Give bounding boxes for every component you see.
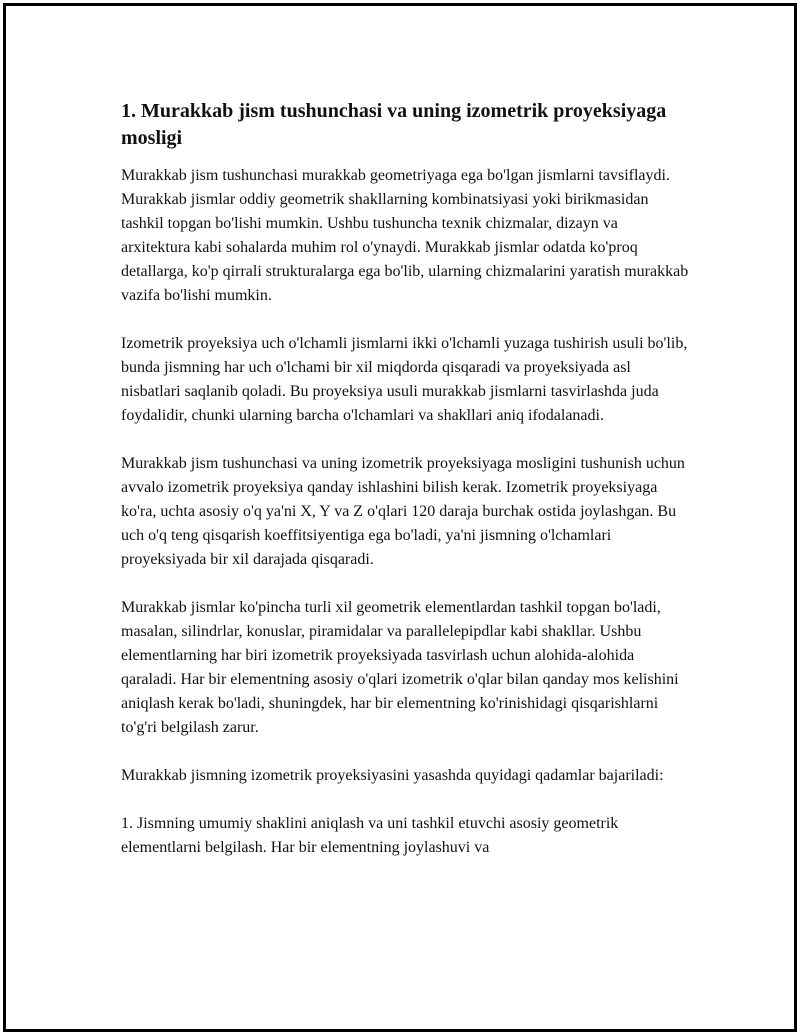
section-title: 1. Murakkab jism tushunchasi va uning izometrik proyeksiyaga mosligi bbox=[121, 100, 667, 149]
paragraph-isometric-projection: Izometrik proyeksiya uch o'lchamli jismlarni ikki o'lchamli yuzaga tushirish usuli bo'lib, bunda jismning har uch o'lchami bir xil miqdorda qisqaradi va proyeksiyada asl nisbatlari saqlanib qoladi. Bu proyeksiya usuli murakkab jismlarni tasvirlashda juda foydalidir, chunki ularning barcha o'lchamlari va shakllari aniq ifodalanadi. bbox=[121, 335, 688, 424]
paragraph-complex-body-concept: Murakkab jism tushunchasi murakkab geometriyaga ega bo'lgan jismlarni tavsiflaydi. Murakkab jismlar oddiy geometrik shakllarning kombinatsiyasi yoki birikmasidan tashkil topgan bo'lishi mumkin. Ushbu tushuncha texnik chizmalar, dizayn va arxitektura kabi sohalarda muhim rol o'ynaydi. Murakkab jismlar odatda ko'proq detallarga, ko'p qirrali strukturalarga ega bo'lib, ularning chizmalarini yaratish murakkab vazifa bo'lishi mumkin. bbox=[121, 167, 689, 304]
page-frame bbox=[3, 3, 797, 1032]
paragraph-isometric-axes: Murakkab jism tushunchasi va uning izometrik proyeksiyaga mosligini tushunish uchun avvalo izometrik proyeksiya qanday ishlashini bilish kerak. Izometrik proyeksiyaga ko'ra, uchta asosiy o'q ya'ni X, Y va Z o'qlari 120 daraja burchak ostida joylashgan. Bu uch o'q teng qisqarish koeffitsiyentiga ega bo'ladi, ya'ni jismning o'lchamlari proyeksiyada bir xil darajada qisqaradi. bbox=[121, 455, 685, 568]
paragraph-geometric-elements: Murakkab jismlar ko'pincha turli xil geometrik elementlardan tashkil topgan bo'ladi, masalan, silindrlar, konuslar, piramidalar va parallelepipdlar kabi shakllar. Ushbu elementlarning har biri izometrik proyeksiyada tasvirlash uchun alohida-alohida qaraladi. Har bir elementning asosiy o'qlari izometrik o'qlar bilan qanday mos kelishini aniqlash kerak bo'ladi, shuningdek, har bir elementning ko'rinishidagi qisqarishlarni to'g'ri belgilash zarur. bbox=[121, 599, 679, 736]
paragraph-steps-intro: Murakkab jismning izometrik proyeksiyasini yasashda quyidagi qadamlar bajariladi: bbox=[121, 767, 664, 784]
paragraph-step-1: 1. Jismning umumiy shaklini aniqlash va uni tashkil etuvchi asosiy geometrik elementlarni belgilash. Har bir elementning joylashuvi va bbox=[121, 815, 619, 856]
document-body bbox=[121, 98, 691, 884]
